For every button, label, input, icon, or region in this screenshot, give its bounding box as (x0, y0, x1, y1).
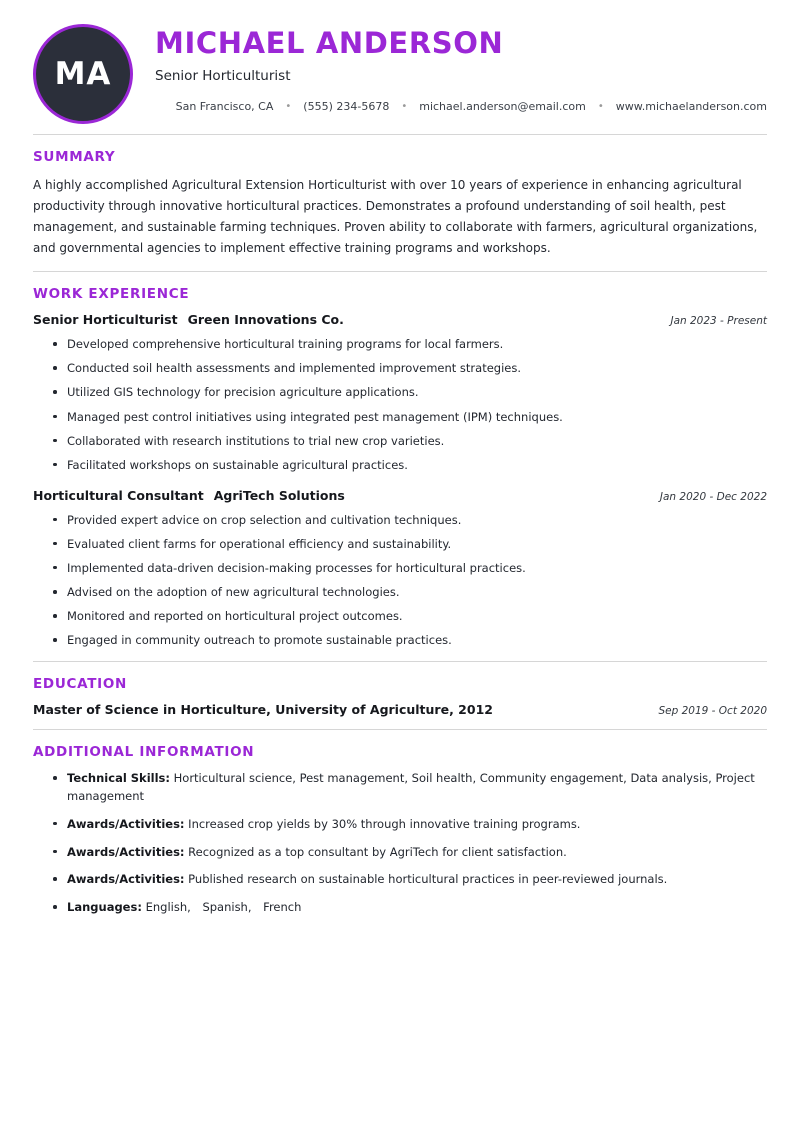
resume-header (33, 22, 767, 135)
summary-text: A highly accomplished Agricultural Extension Horticulturist with over 10 years of experience in enhancing agricultural productivity through innovative horticultural practices. Demonstrates a profound understanding of soil health, pest management, and sustainable farming techniques. Proven ability to collaborate with farmers, agricultural organizations, and governmental agencies to implement effective training programs and workshops. (33, 178, 758, 255)
list-item: Utilized GIS technology for precision agriculture applications. (53, 384, 767, 401)
avatar (33, 24, 133, 124)
section-summary (33, 135, 767, 272)
page-title: MICHAEL ANDERSON (155, 26, 504, 60)
bullet-separator-icon: • (285, 100, 292, 112)
additional-text: Horticultural science, Pest management, Soil health, Community engagement, Data analysis, Project management (67, 771, 755, 803)
section-title-additional-information: ADDITIONAL INFORMATION (33, 744, 255, 761)
experience-entry (33, 488, 767, 650)
header-job-title: Senior Horticulturist (155, 67, 291, 84)
list-item: Advised on the adoption of new agricultural technologies. (53, 584, 767, 601)
experience-entry (33, 312, 767, 474)
additional-label: Awards/Activities: (67, 872, 185, 887)
section-title-work-experience: WORK EXPERIENCE (33, 286, 190, 302)
bullet-separator-icon: • (401, 100, 408, 112)
contact-phone[interactable]: (555) 234-5678 (303, 99, 390, 113)
contact-email[interactable]: michael.anderson@email.com (419, 99, 586, 113)
additional-label: Awards/Activities: (67, 816, 185, 831)
experience-bullet-list (33, 336, 767, 474)
list-item: Evaluated client farms for operational efficiency and sustainability. (53, 536, 767, 553)
additional-label: Technical Skills: (67, 771, 170, 786)
additional-list (33, 770, 767, 917)
additional-text: Increased crop yields by 30% through innovative training programs. (188, 816, 581, 831)
languages-list (146, 900, 310, 914)
avatar-initials: MA (54, 56, 112, 92)
bullet-separator-icon: • (597, 100, 604, 112)
list-item: Conducted soil health assessments and implemented improvement strategies. (53, 360, 767, 377)
section-work-experience (33, 272, 767, 662)
list-item (53, 844, 767, 862)
list-item: Collaborated with research institutions to trial new crop varieties. (53, 433, 767, 450)
list-item: Developed comprehensive horticultural training programs for local farmers. (53, 336, 767, 353)
experience-role: Horticultural Consultant (33, 487, 204, 503)
contact-line (155, 100, 767, 113)
contact-location: San Francisco, CA (175, 99, 274, 113)
language-item: English, (145, 900, 191, 915)
experience-dates: Jan 2020 - Dec 2022 (659, 490, 767, 503)
experience-company: AgriTech Solutions (213, 487, 345, 503)
education-entry (33, 702, 767, 717)
education-degree: Master of Science in Horticulture, University of Agriculture, 2012 (33, 702, 493, 718)
section-title-education: EDUCATION (33, 676, 128, 693)
experience-dates: Jan 2023 - Present (670, 315, 767, 327)
experience-role-company (33, 312, 344, 327)
experience-company: Green Innovations Co. (187, 312, 344, 327)
list-item: Provided expert advice on crop selection and cultivation techniques. (53, 512, 767, 529)
section-title-summary: SUMMARY (33, 149, 116, 165)
header-text-block (133, 22, 767, 113)
additional-text: Published research on sustainable horticultural practices in peer-reviewed journals. (188, 872, 668, 887)
contact-website[interactable]: www.michaelanderson.com (615, 99, 767, 113)
additional-text: Recognized as a top consultant by AgriTech for client satisfaction. (188, 844, 567, 859)
experience-entry-header (33, 312, 767, 327)
section-additional-information (33, 730, 767, 929)
list-item: Managed pest control initiatives using integrated pest management (IPM) techniques. (53, 409, 767, 426)
list-item (53, 770, 767, 806)
education-dates: Sep 2019 - Oct 2020 (658, 705, 767, 718)
list-item: Monitored and reported on horticultural project outcomes. (53, 608, 767, 625)
additional-label: Awards/Activities: (67, 844, 185, 859)
list-item (53, 816, 767, 834)
list-item (53, 871, 767, 889)
list-item: Implemented data-driven decision-making processes for horticultural practices. (53, 560, 767, 577)
language-item: Spanish, (202, 900, 252, 915)
experience-bullet-list (33, 512, 767, 650)
experience-entry-header (33, 488, 767, 503)
experience-role-company (33, 488, 345, 503)
list-item: Engaged in community outreach to promote sustainable practices. (53, 632, 767, 649)
experience-role: Senior Horticulturist (33, 312, 178, 327)
list-item (53, 899, 767, 917)
language-item: French (263, 900, 302, 915)
list-item: Facilitated workshops on sustainable agricultural practices. (53, 457, 767, 474)
section-education (33, 662, 767, 730)
additional-label: Languages: (67, 900, 142, 915)
